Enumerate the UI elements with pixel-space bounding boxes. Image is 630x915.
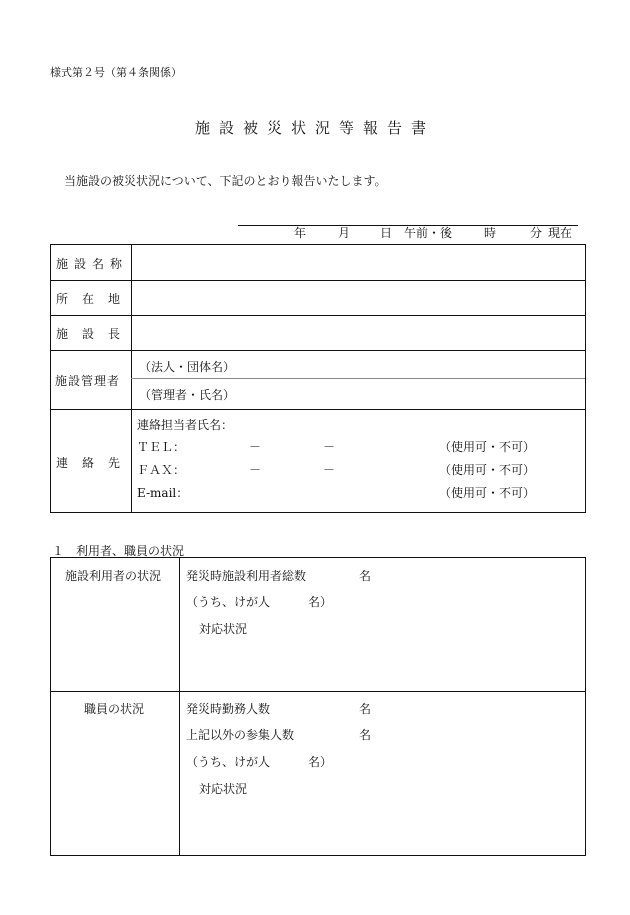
form-number: 様式第２号（第４条関係）	[50, 66, 182, 79]
document-title: 施設被災状況等報告書	[194, 119, 435, 137]
day-label: 日	[380, 226, 393, 240]
report-datetime-line	[238, 224, 578, 240]
month-label: 月	[338, 226, 351, 240]
manager-name-hint: （管理者・氏名）	[139, 388, 236, 402]
as-of-label: 現在	[548, 226, 573, 240]
tel-dash-2: －	[323, 440, 336, 454]
hour-label: 時	[484, 226, 497, 240]
fax-dash-1: －	[249, 463, 262, 477]
contact-person-label: 連絡担当者氏名：	[137, 418, 234, 432]
intro-text: 当施設の被災状況について、下記のとおり報告いたします。	[64, 174, 387, 188]
facility-info-table	[50, 244, 586, 513]
email-label: E-mail：	[137, 486, 189, 500]
fax-usable-note: （使用可・不可）	[439, 463, 536, 477]
users-status-label: 施設利用者の状況	[65, 569, 162, 583]
fax-label: ＦＡＸ：	[137, 463, 186, 477]
staff-on-duty-label: 発災時勤務人数	[186, 702, 271, 716]
minute-label: 分	[530, 226, 543, 240]
director-label: 施設長	[56, 327, 135, 341]
users-total-label: 発災時施設利用者総数	[186, 569, 307, 583]
users-injured-prefix: （うち、けが人	[186, 595, 271, 609]
manager-label: 施設管理者	[55, 374, 121, 388]
staff-injured-suffix: 名）	[308, 755, 333, 769]
staff-response-label: 対応状況	[199, 782, 248, 796]
staff-on-duty-unit: 名	[359, 702, 372, 716]
row-divider	[131, 378, 585, 379]
staff-others-label: 上記以外の参集人数	[186, 728, 295, 742]
email-usable-note: （使用可・不可）	[439, 486, 536, 500]
corporation-name-hint: （法人・団体名）	[139, 360, 236, 374]
row-divider	[51, 280, 585, 281]
users-injured-suffix: 名）	[308, 595, 333, 609]
tel-dash-1: －	[249, 440, 262, 454]
fax-dash-2: －	[323, 463, 336, 477]
staff-status-label: 職員の状況	[84, 702, 145, 716]
status-table	[50, 557, 586, 856]
row-divider	[51, 691, 585, 692]
staff-others-unit: 名	[359, 728, 372, 742]
ampm-label: 午前・後	[404, 226, 453, 240]
year-label: 年	[294, 226, 307, 240]
row-divider	[51, 350, 585, 351]
staff-injured-prefix: （うち、けが人	[186, 755, 271, 769]
row-divider	[51, 315, 585, 316]
tel-usable-note: （使用可・不可）	[439, 440, 536, 454]
row-divider	[51, 409, 585, 410]
facility-name-label: 施設名称	[56, 257, 129, 271]
section-1-heading: １ 利用者、職員の状況	[52, 544, 185, 558]
users-total-unit: 名	[359, 569, 372, 583]
users-response-label: 対応状況	[199, 622, 248, 636]
column-divider	[179, 558, 180, 855]
tel-label: ＴＥＬ：	[137, 440, 186, 454]
address-label: 所在地	[56, 292, 135, 306]
contact-label: 連絡先	[56, 456, 135, 470]
